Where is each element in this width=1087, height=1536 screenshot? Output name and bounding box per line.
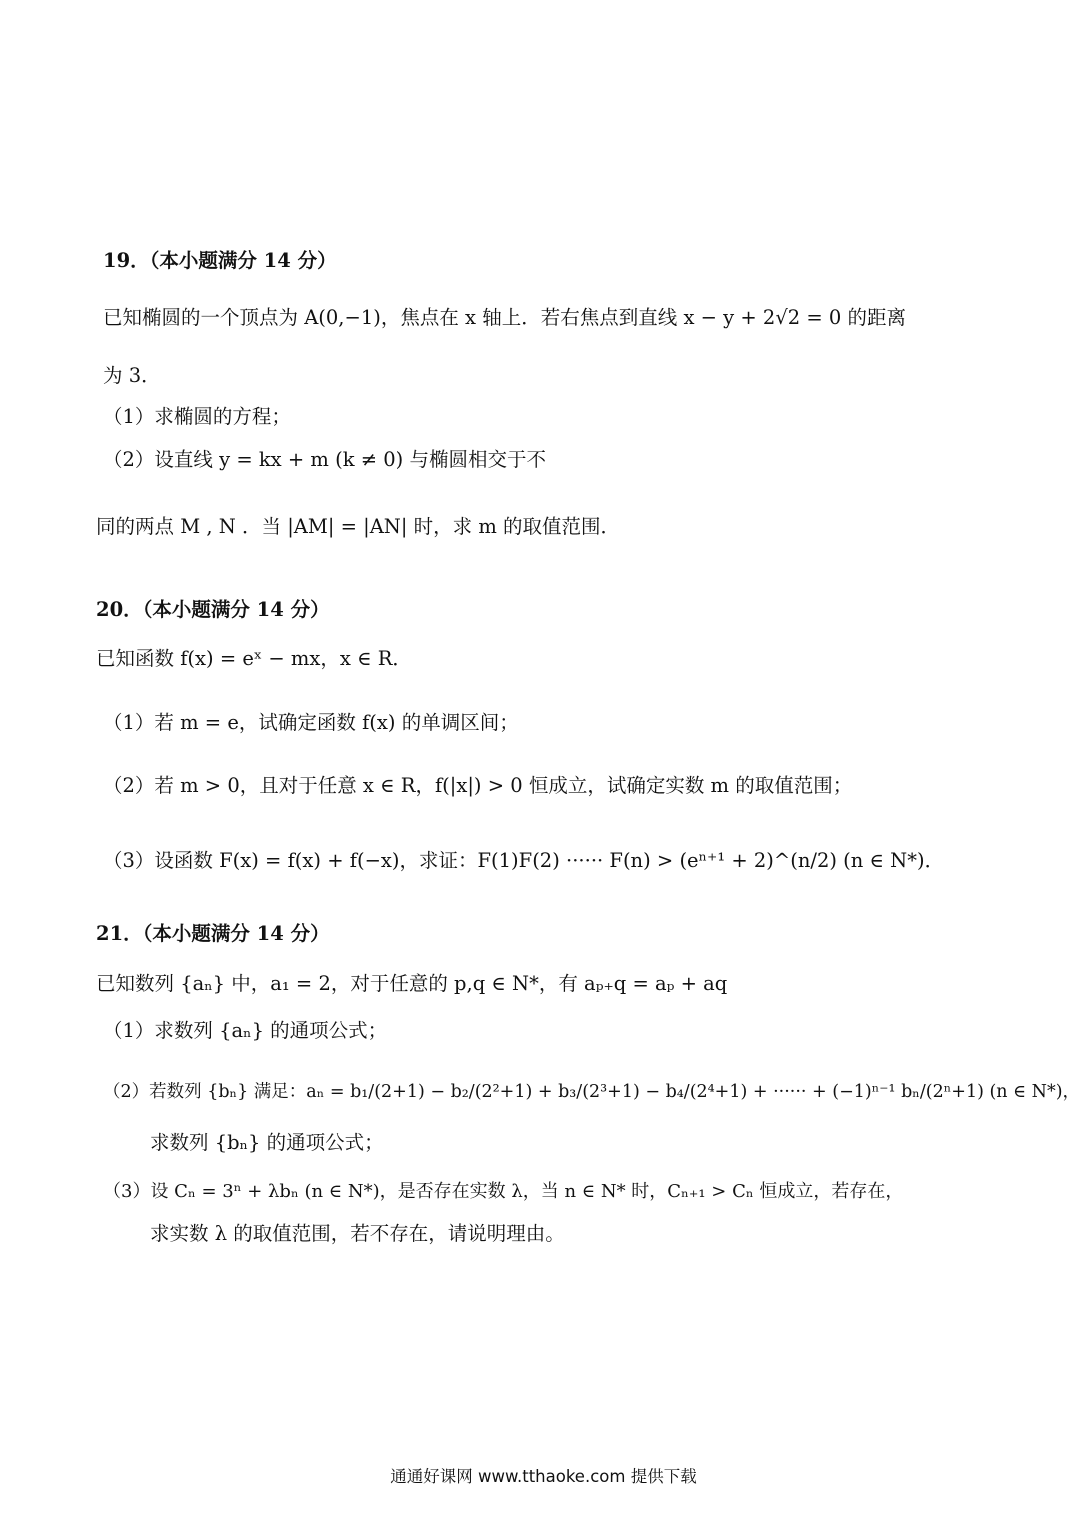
- problem-21-part-1: （1）求数列 {aₙ} 的通项公式；: [103, 1019, 388, 1042]
- problem-20-part-1: （1）若 m = e，试确定函数 f(x) 的单调区间；: [103, 711, 519, 734]
- problem-19-statement-cont: 为 3．: [103, 364, 161, 387]
- problem-19-heading: 19．（本小题满分 14 分）: [103, 249, 337, 272]
- problem-21-statement: 已知数列 {aₙ} 中，a₁ = 2，对于任意的 p,q ∈ N*，有 aₚ₊q = aₚ + aq: [96, 972, 728, 995]
- problem-19-part-2: （2）设直线 y = kx + m (k ≠ 0) 与椭圆相交于不: [103, 448, 546, 471]
- problem-21-part-2: （2）若数列 {bₙ} 满足：aₙ = b₁/(2+1) − b₂/(2²+1) + b₃/(2³+1) − b₄/(2⁴+1) + ······ + (−1)ⁿ⁻¹ bₙ/(2ⁿ+1) (n ∈ N*)，: [103, 1082, 1081, 1102]
- problem-19-part-1: （1）求椭圆的方程；: [103, 405, 291, 428]
- problem-21-part-2-cont: 求数列 {bₙ} 的通项公式；: [150, 1131, 384, 1154]
- problem-19-statement: 已知椭圆的一个顶点为 A(0,−1)，焦点在 x 轴上．若右焦点到直线 x − y + 2√2 = 0 的距离: [103, 306, 907, 329]
- problem-20-statement: 已知函数 f(x) = eˣ − mx，x ∈ R．: [96, 647, 412, 670]
- page-footer: 通通好课网 www.tthaoke.com 提供下载: [390, 1467, 697, 1486]
- problem-20-part-2: （2）若 m > 0，且对于任意 x ∈ R，f(|x|) > 0 恒成立，试确定实数 m 的取值范围；: [103, 774, 853, 797]
- problem-21-heading: 21．（本小题满分 14 分）: [96, 922, 330, 945]
- problem-20-part-3: （3）设函数 F(x) = f(x) + f(−x)，求证：F(1)F(2) ······ F(n) > (eⁿ⁺¹ + 2)^(n/2) (n ∈ N*)．: [103, 849, 945, 872]
- problem-21-part-3: （3）设 Cₙ = 3ⁿ + λbₙ (n ∈ N*)，是否存在实数 λ，当 n ∈ N* 时，Cₙ₊₁ > Cₙ 恒成立，若存在，: [103, 1181, 904, 1202]
- problem-21-part-3-cont: 求实数 λ 的取值范围，若不存在，请说明理由。: [150, 1222, 565, 1245]
- problem-19-part-2-cont: 同的两点 M , N ．当 |AM| = |AN| 时，求 m 的取值范围．: [96, 515, 621, 538]
- problem-20-heading: 20．（本小题满分 14 分）: [96, 598, 330, 621]
